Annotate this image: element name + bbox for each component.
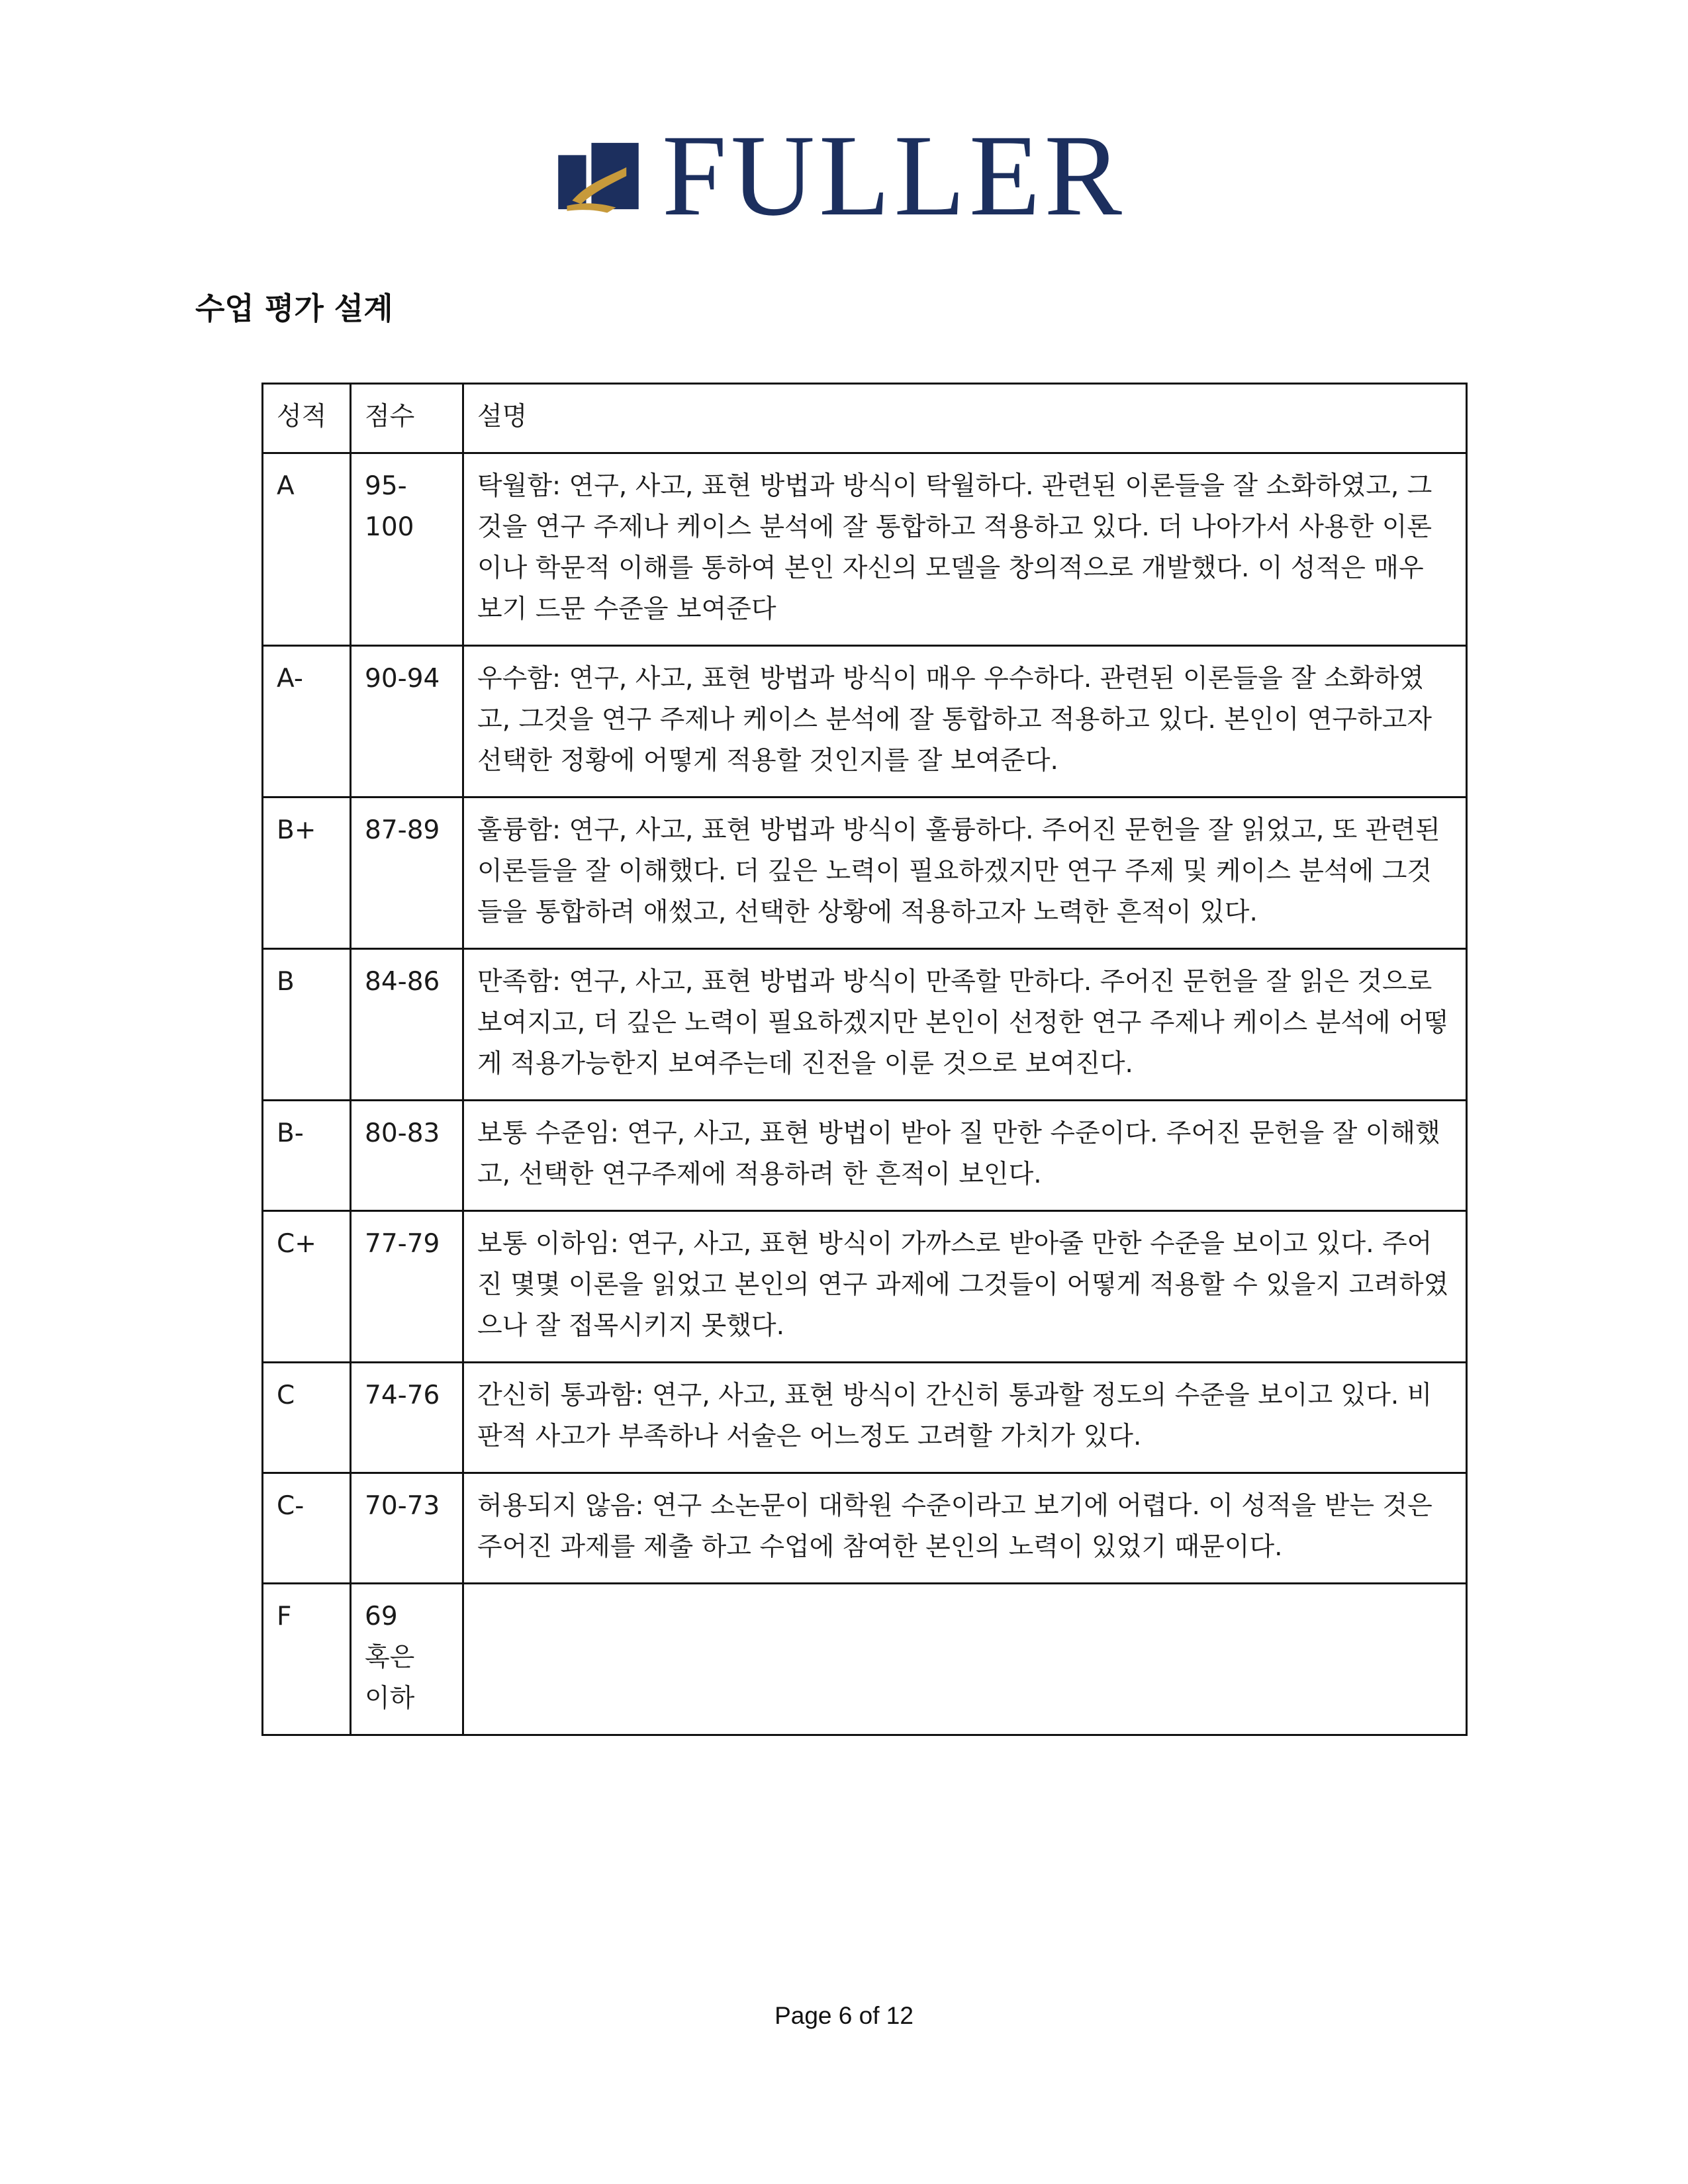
score-cell: 90-94 [351,646,463,797]
grade-cell: B+ [263,797,351,949]
table-row [263,1473,1467,1584]
table-row [263,797,1467,949]
description-cell: 만족함: 연구, 사고, 표현 방법과 방식이 만족할 만하다. 주어진 문헌을 잘 읽은 것으로 보여지고, 더 깊은 노력이 필요하겠지만 본인이 선정한 연구 주제나 케이스 분석에 어떻게 적용가능한지 보여주는데 진전을 이룬 것으로 보여진다. [463,949,1467,1101]
header-description: 설명 [463,384,1467,453]
grade-cell: B- [263,1101,351,1211]
table-row [263,453,1467,646]
description-cell: 보통 수준임: 연구, 사고, 표현 방법이 받아 질 만한 수준이다. 주어진 문헌을 잘 이해했고, 선택한 연구주제에 적용하려 한 흔적이 보인다. [463,1101,1467,1211]
score-cell: 77-79 [351,1211,463,1363]
grade-cell: C+ [263,1211,351,1363]
description-cell: 간신히 통과함: 연구, 사고, 표현 방식이 간신히 통과할 정도의 수준을 보이고 있다. 비판적 사고가 부족하나 서술은 어느정도 고려할 가치가 있다. [463,1363,1467,1473]
description-cell [463,1584,1467,1735]
score-cell: 70-73 [351,1473,463,1584]
fuller-logo [555,111,1126,240]
logo-text: FULLER [662,111,1126,240]
header-score: 점수 [351,384,463,453]
description-cell: 훌륭함: 연구, 사고, 표현 방법과 방식이 훌륭하다. 주어진 문헌을 잘 읽었고, 또 관련된 이론들을 잘 이해했다. 더 깊은 노력이 필요하겠지만 연구 주제 및 케이스 분석에 그것들을 통합하려 애썼고, 선택한 상황에 적용하고자 노력한 흔적이 있다. [463,797,1467,949]
grade-cell: C- [263,1473,351,1584]
description-cell: 보통 이하임: 연구, 사고, 표현 방식이 가까스로 받아줄 만한 수준을 보이고 있다. 주어진 몇몇 이론을 읽었고 본인의 연구 과제에 그것들이 어떻게 적용할 수 있을지 고려하였으나 잘 접목시키지 못했다. [463,1211,1467,1363]
grade-cell: F [263,1584,351,1735]
table-row [263,949,1467,1101]
score-cell: 80-83 [351,1101,463,1211]
description-cell: 탁월함: 연구, 사고, 표현 방법과 방식이 탁월하다. 관련된 이론들을 잘 소화하였고, 그것을 연구 주제나 케이스 분석에 잘 통합하고 적용하고 있다. 더 나아가서 사용한 이론이나 학문적 이해를 통하여 본인 자신의 모델을 창의적으로 개발했다. 이 성적은 매우 보기 드문 수준을 보여준다 [463,453,1467,646]
grading-table [261,383,1468,1736]
description-cell: 허용되지 않음: 연구 소논문이 대학원 수준이라고 보기에 어렵다. 이 성적을 받는 것은 주어진 과제를 제출 하고 수업에 참여한 본인의 노력이 있었기 때문이다. [463,1473,1467,1584]
table-row [263,1101,1467,1211]
table-row [263,646,1467,797]
table-row [263,1584,1467,1735]
page-number: Page 6 of 12 [774,2002,914,2029]
score-cell: 69 혹은 이하 [351,1584,463,1735]
table-header-row [263,384,1467,453]
fuller-book-logo-icon [555,132,642,220]
score-cell: 87-89 [351,797,463,949]
table-body [263,453,1467,1735]
header-grade: 성적 [263,384,351,453]
page-heading: 수업 평가 설계 [195,291,393,326]
grade-cell: A [263,453,351,646]
grade-cell: B [263,949,351,1101]
score-cell: 84-86 [351,949,463,1101]
grade-cell: A- [263,646,351,797]
score-cell: 95- 100 [351,453,463,646]
grade-cell: C [263,1363,351,1473]
score-cell: 74-76 [351,1363,463,1473]
table-row [263,1363,1467,1473]
description-cell: 우수함: 연구, 사고, 표현 방법과 방식이 매우 우수하다. 관련된 이론들을 잘 소화하였고, 그것을 연구 주제나 케이스 분석에 잘 통합하고 적용하고 있다. 본인이 연구하고자 선택한 정황에 어떻게 적용할 것인지를 잘 보여준다. [463,646,1467,797]
table-row [263,1211,1467,1363]
